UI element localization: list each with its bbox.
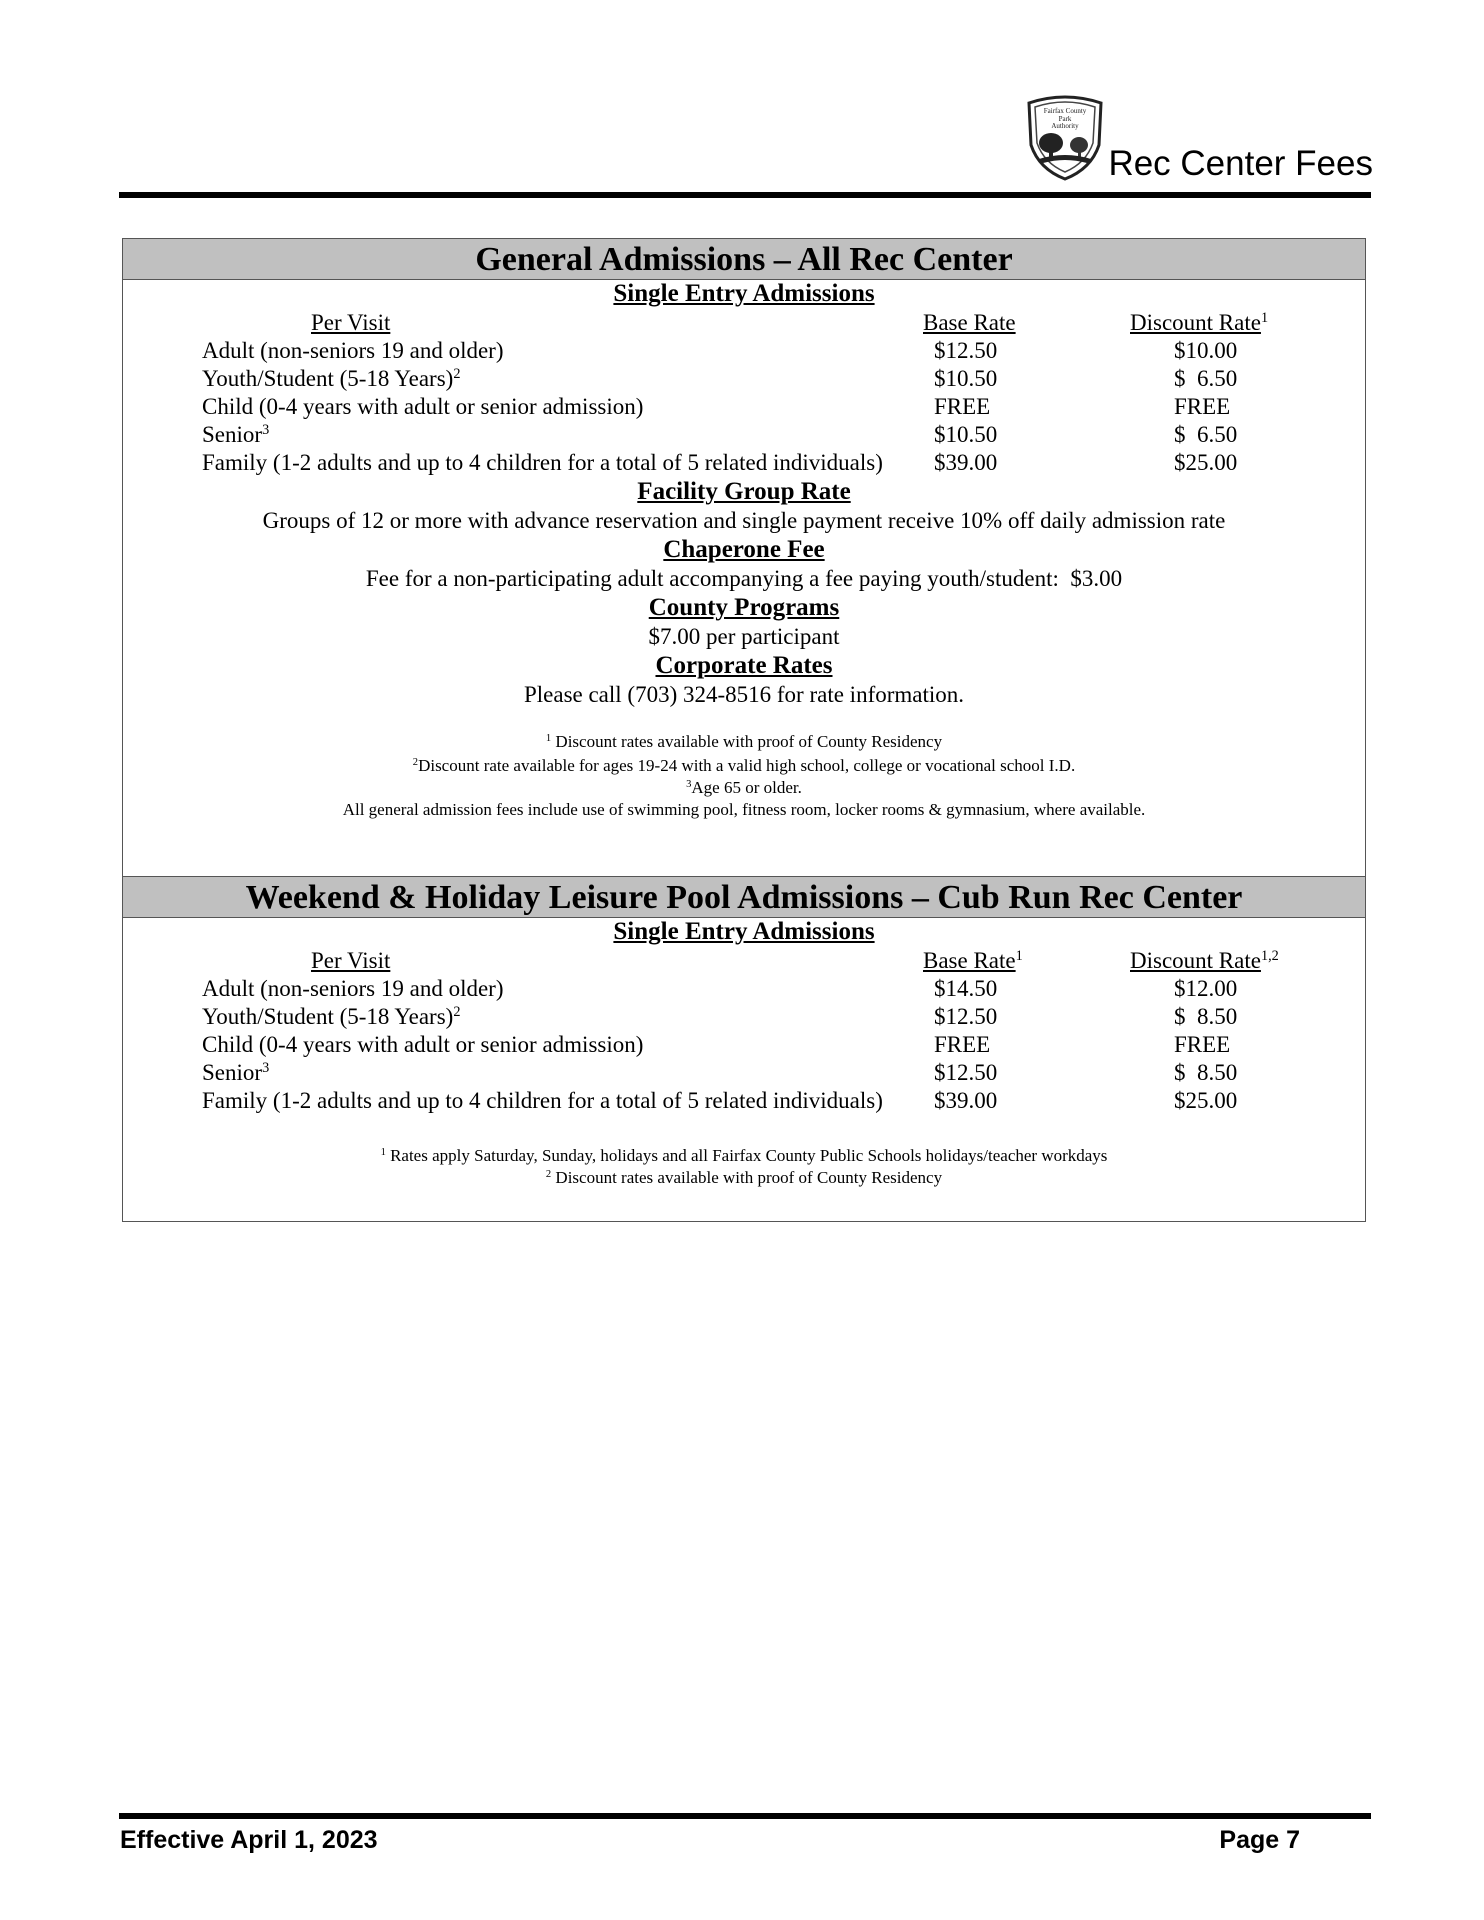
park-authority-seal-icon — [1023, 93, 1107, 181]
facility-group-heading: Facility Group Rate — [637, 478, 851, 505]
footnote: $^1$ Discount rates available with proof of County Residency — [545, 732, 943, 751]
leisure-pool-section — [122, 876, 1366, 1222]
fee-row-label: Youth/Student (5-18 Years)$^2$ — [202, 366, 461, 391]
fee-row-discount: $25.00 — [1174, 450, 1238, 475]
fee-row-label: Child (0-4 years with adult or senior admission) — [202, 394, 644, 419]
fee-row-discount: $12.00 — [1174, 976, 1238, 1001]
fee-row-label: Family (1-2 adults and up to 4 children for a total of 5 related individuals) — [202, 450, 883, 475]
chaperone-text: Fee for a non-participating adult accompanying a fee paying youth/student: $3.00 — [365, 566, 1123, 591]
footnote: $^2$ Discount rates available with proof of County Residency — [545, 1168, 943, 1187]
footnote: $^3$Age 65 or older. — [686, 778, 802, 797]
fee-row-base: $14.50 — [934, 976, 998, 1001]
fee-row-label: Family (1-2 adults and up to 4 children for a total of 5 related individuals) — [202, 1088, 883, 1113]
footer-rule — [119, 1813, 1371, 1819]
fee-row-base: FREE — [934, 1032, 991, 1057]
header-rule — [119, 192, 1371, 198]
column-header-discount-rate: Discount Rate$^1$ — [1130, 310, 1269, 335]
effective-date: Effective April 1, 2023 — [120, 1826, 378, 1854]
footnote: $^2$Discount rate available for ages 19-24 with a valid high school, college or vocational school I.D. — [412, 756, 1076, 775]
column-header-per-visit: Per Visit — [311, 948, 391, 973]
fee-row-label: Senior$^3$ — [202, 422, 270, 447]
fee-row-label: Adult (non-seniors 19 and older) — [202, 976, 504, 1001]
column-header-per-visit: Per Visit — [311, 310, 391, 335]
corporate-rates-heading: Corporate Rates — [655, 652, 833, 679]
section-title: Weekend & Holiday Leisure Pool Admissions – Cub Run Rec Center — [123, 877, 1365, 918]
fee-row-label: Senior$^3$ — [202, 1060, 270, 1085]
fee-row-discount: $ 8.50 — [1174, 1060, 1238, 1085]
fee-row-base: FREE — [934, 394, 991, 419]
footnote: All general admission fees include use of swimming pool, fitness room, locker rooms & gymnasium, where available. — [342, 800, 1146, 819]
page-title: Rec Center Fees — [1108, 144, 1373, 183]
section-title: General Admissions – All Rec Center — [123, 239, 1365, 280]
fee-row-label: Youth/Student (5-18 Years)$^2$ — [202, 1004, 461, 1029]
fee-row-discount: $25.00 — [1174, 1088, 1238, 1113]
fee-row-discount: FREE — [1174, 1032, 1231, 1057]
fee-row-base: $39.00 — [934, 1088, 998, 1113]
park-authority-logo — [1023, 93, 1107, 181]
fee-row-discount: $10.00 — [1174, 338, 1238, 363]
fee-row-base: $10.50 — [934, 422, 998, 447]
corporate-rates-text: Please call (703) 324-8516 for rate information. — [523, 682, 965, 707]
svg-text:Fairfax County: Fairfax County — [1043, 107, 1087, 115]
fee-row-discount: $ 6.50 — [1174, 422, 1238, 447]
column-header-base-rate: Base Rate — [923, 310, 1016, 335]
facility-group-text: Groups of 12 or more with advance reservation and single payment receive 10% off daily admission rate — [262, 508, 1226, 533]
fee-row-base: $12.50 — [934, 1004, 998, 1029]
footnote: $^1$ Rates apply Saturday, Sunday, holidays and all Fairfax County Public Schools holidays/teacher workdays — [380, 1146, 1108, 1165]
fee-row-discount: FREE — [1174, 394, 1231, 419]
fee-row-base: $12.50 — [934, 338, 998, 363]
fee-row-label: Adult (non-seniors 19 and older) — [202, 338, 504, 363]
column-header-discount-rate: Discount Rate$^{1,2}$ — [1130, 948, 1279, 973]
section-subtitle: Single Entry Admissions — [613, 280, 875, 307]
fee-row-label: Child (0-4 years with adult or senior admission) — [202, 1032, 644, 1057]
fee-row-discount: $ 6.50 — [1174, 366, 1238, 391]
svg-text:Authority: Authority — [1051, 122, 1079, 130]
general-admissions-section — [122, 238, 1366, 878]
svg-text:Park: Park — [1058, 115, 1072, 123]
fee-row-base: $10.50 — [934, 366, 998, 391]
county-programs-text: $7.00 per participant — [648, 624, 840, 649]
chaperone-heading: Chaperone Fee — [663, 536, 825, 563]
fee-row-discount: $ 8.50 — [1174, 1004, 1238, 1029]
fee-row-base: $12.50 — [934, 1060, 998, 1085]
column-header-base-rate: Base Rate$^1$ — [923, 948, 1023, 973]
section-subtitle: Single Entry Admissions — [613, 918, 875, 945]
county-programs-heading: County Programs — [648, 594, 840, 621]
fee-row-base: $39.00 — [934, 450, 998, 475]
page-number: Page 7 — [1219, 1826, 1300, 1854]
